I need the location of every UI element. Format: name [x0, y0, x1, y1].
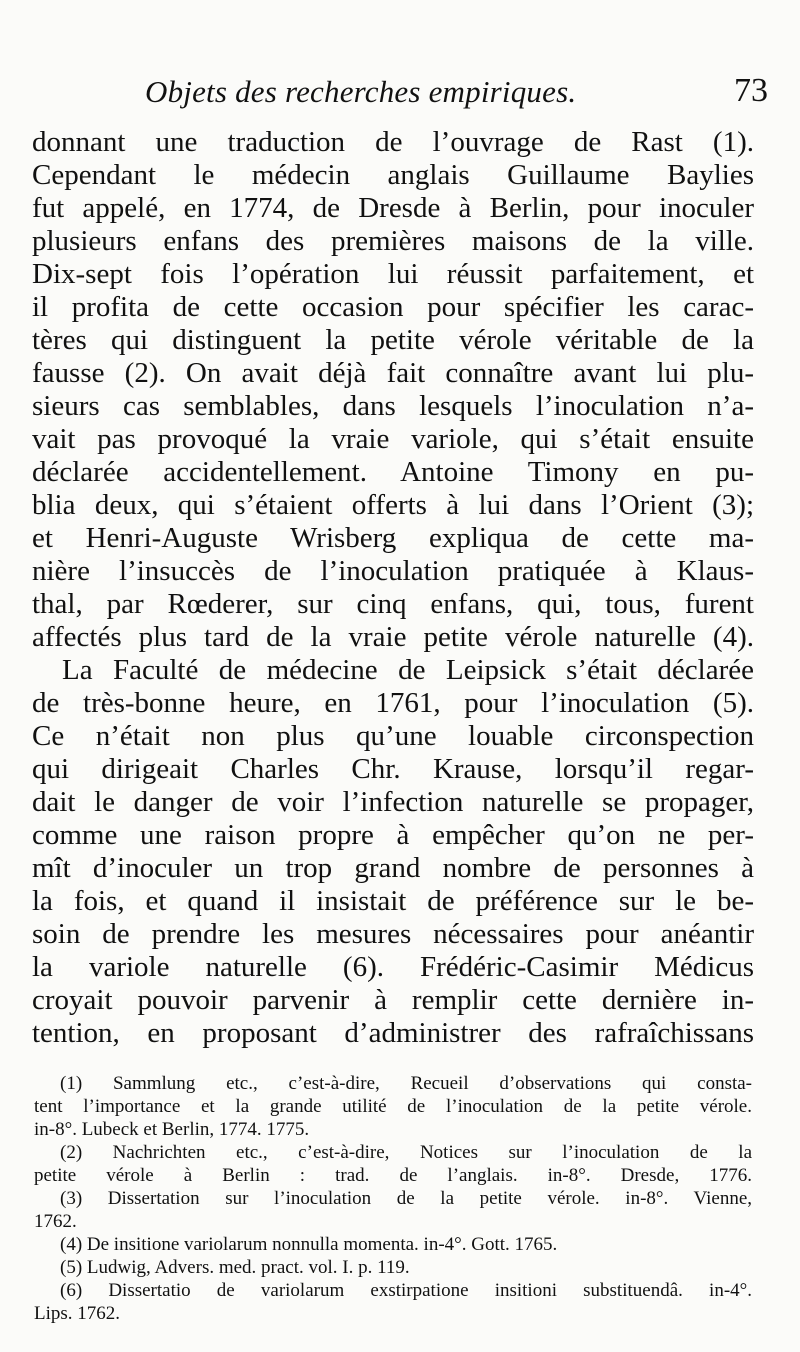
text-line: déclarée accidentellement. Antoine Timony en pu-: [32, 456, 754, 488]
footnote-line: 1762.: [34, 1211, 77, 1232]
page-number: 73: [734, 72, 768, 109]
text-line: fut appelé, en 1774, de Dresde à Berlin, pour inoculer: [32, 192, 754, 224]
text-line: La Faculté de médecine de Leipsick s’était déclarée: [62, 654, 754, 686]
text-line: de très-bonne heure, en 1761, pour l’inoculation (5).: [32, 687, 754, 719]
footnote-line: petite vérole à Berlin : trad. de l’anglais. in-8°. Dresde, 1776.: [34, 1165, 752, 1186]
footnote-line: tent l’importance et la grande utilité de l’inoculation de la petite vérole.: [34, 1096, 752, 1117]
footnote-line: in-8°. Lubeck et Berlin, 1774. 1775.: [34, 1119, 310, 1140]
footnote-line: (4) De insitione variolarum nonnulla momenta. in-4°. Gott. 1765.: [60, 1234, 558, 1255]
text-line: comme une raison propre à empêcher qu’on ne per-: [32, 819, 754, 851]
text-line: donnant une traduction de l’ouvrage de Rast (1).: [32, 126, 754, 158]
running-header: [70, 74, 770, 122]
text-line: tères qui distinguent la petite vérole véritable de la: [32, 324, 754, 356]
text-line: la fois, et quand il insistait de préférence sur le be-: [32, 885, 754, 917]
footnote-line: (1) Sammlung etc., c’est-à-dire, Recueil d’observations qui consta-: [60, 1073, 752, 1094]
text-line: Dix-sept fois l’opération lui réussit parfaitement, et: [32, 258, 754, 290]
footnote-line: (6) Dissertatio de variolarum exstirpatione insitioni substituendâ. in-4°.: [60, 1280, 752, 1301]
text-line: Cependant le médecin anglais Guillaume Baylies: [32, 159, 754, 191]
text-line: croyait pouvoir parvenir à remplir cette dernière in-: [32, 984, 754, 1016]
text-line: affectés plus tard de la vraie petite vérole naturelle (4).: [32, 621, 754, 653]
text-line: thal, par Rœderer, sur cinq enfans, qui, tous, furent: [32, 588, 754, 620]
text-line: vait pas provoqué la vraie variole, qui s’était ensuite: [32, 423, 754, 455]
text-line: et Henri-Auguste Wrisberg expliqua de cette ma-: [32, 522, 754, 554]
text-line: Ce n’était non plus qu’une louable circonspection: [32, 720, 754, 752]
text-line: sieurs cas semblables, dans lesquels l’inoculation n’a-: [32, 390, 754, 422]
text-line: blia deux, qui s’étaient offerts à lui dans l’Orient (3);: [32, 489, 754, 521]
text-line: nière l’insuccès de l’inoculation pratiquée à Klaus-: [32, 555, 754, 587]
text-line: plusieurs enfans des premières maisons de la ville.: [32, 225, 754, 257]
text-line: mît d’inoculer un trop grand nombre de personnes à: [32, 852, 754, 884]
running-title: Objets des recherches empiriques.: [145, 74, 577, 109]
footnote-line: (5) Ludwig, Advers. med. pract. vol. I. p. 119.: [60, 1257, 410, 1278]
text-line: il profita de cette occasion pour spécifier les carac-: [32, 291, 754, 323]
text-line: dait le danger de voir l’infection naturelle se propager,: [32, 786, 754, 818]
footnote-line: Lips. 1762.: [34, 1303, 121, 1324]
text-line: fausse (2). On avait déjà fait connaître avant lui plu-: [32, 357, 754, 389]
footnote-line: (3) Dissertation sur l’inoculation de la petite vérole. in-8°. Vienne,: [60, 1188, 752, 1209]
text-line: la variole naturelle (6). Frédéric-Casimir Médicus: [32, 951, 754, 983]
text-line: qui dirigeait Charles Chr. Krause, lorsqu’il regar-: [32, 753, 754, 785]
footnote-line: (2) Nachrichten etc., c’est-à-dire, Notices sur l’inoculation de la: [60, 1142, 752, 1163]
text-line: tention, en proposant d’administrer des rafraîchissans: [32, 1017, 754, 1049]
text-line: soin de prendre les mesures nécessaires pour anéantir: [32, 918, 754, 950]
